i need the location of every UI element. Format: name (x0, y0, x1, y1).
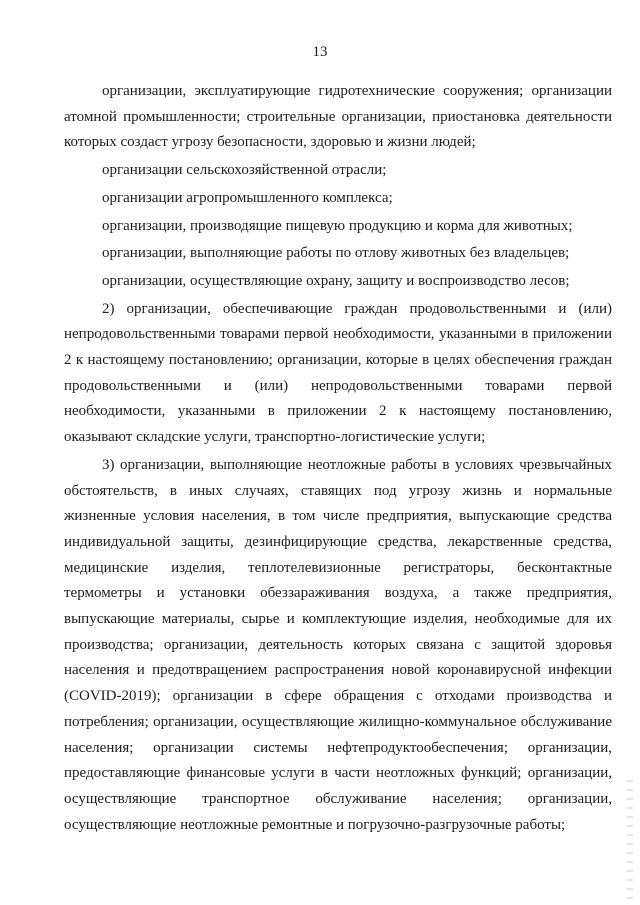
paragraph-item-3: 3) организации, выполняющие неотложные работы в условиях чрезвычайных обстоятельств, в иных случаях, ставящих под угрозу жизнь и нормальные жизненные условия населения, в том числе предприятия, выпускающие средства индивидуальной защиты, дезинфицирующие средства, лекарственные средства, медицинские изделия, теплотелевизионные регистраторы, бесконтактные термометры и установки обеззараживания воздуха, а также предприятия, выпускающие материалы, сырье и комплектующие изделия, необходимые для их производства; организации, деятельность которых связана с защитой здоровья населения и предотвращением распространения новой коронавирусной инфекции (COVID-2019); организации в сфере обращения с отходами производства и потребления; организации, осуществляющие жилищно-коммунальное обслуживание населения; организации системы нефтепродуктообеспечения; организации, предоставляющие финансовые услуги в части неотложных функций; организации, осуществляющие транспортное обслуживание населения; организации, осуществляющие неотложные ремонтные и погрузочно-разгрузочные работы; (64, 456, 612, 833)
paragraph-food-production: организации, производящие пищевую продукцию и корма для животных; (102, 217, 573, 234)
page-number: 13 (312, 44, 328, 60)
paragraph-organizations-hydro: организации, эксплуатирующие гидротехнические сооружения; организации атомной промышленности; строительные организации, приостановка деятельности которых создаст угрозу безопасности, здоровью и жизни людей; (64, 83, 612, 151)
paragraph-item-2: 2) организации, обеспечивающие граждан продовольственными и (или) непродовольственными товарами первой необходимости, указанными в приложении 2 к настоящему постановлению; организации, которые в целях обеспечения граждан продовольственными и (или) непродовольственными товарами первой необходимости, указанными в приложении 2 к настоящему постановлению, оказывают складские услуги, транспортно-логистические услуги; (64, 300, 612, 446)
scan-margin-marks (627, 780, 633, 900)
paragraph-forest-protection: организации, осуществляющие охрану, защиту и воспроизводство лесов; (102, 272, 570, 289)
paragraph-animal-capture: организации, выполняющие работы по отлову животных без владельцев; (102, 245, 570, 262)
paragraph-agro-complex: организации агропромышленного комплекса; (102, 189, 393, 206)
document-body (64, 79, 612, 840)
paragraph-agriculture: организации сельскохозяйственной отрасли; (102, 162, 387, 179)
